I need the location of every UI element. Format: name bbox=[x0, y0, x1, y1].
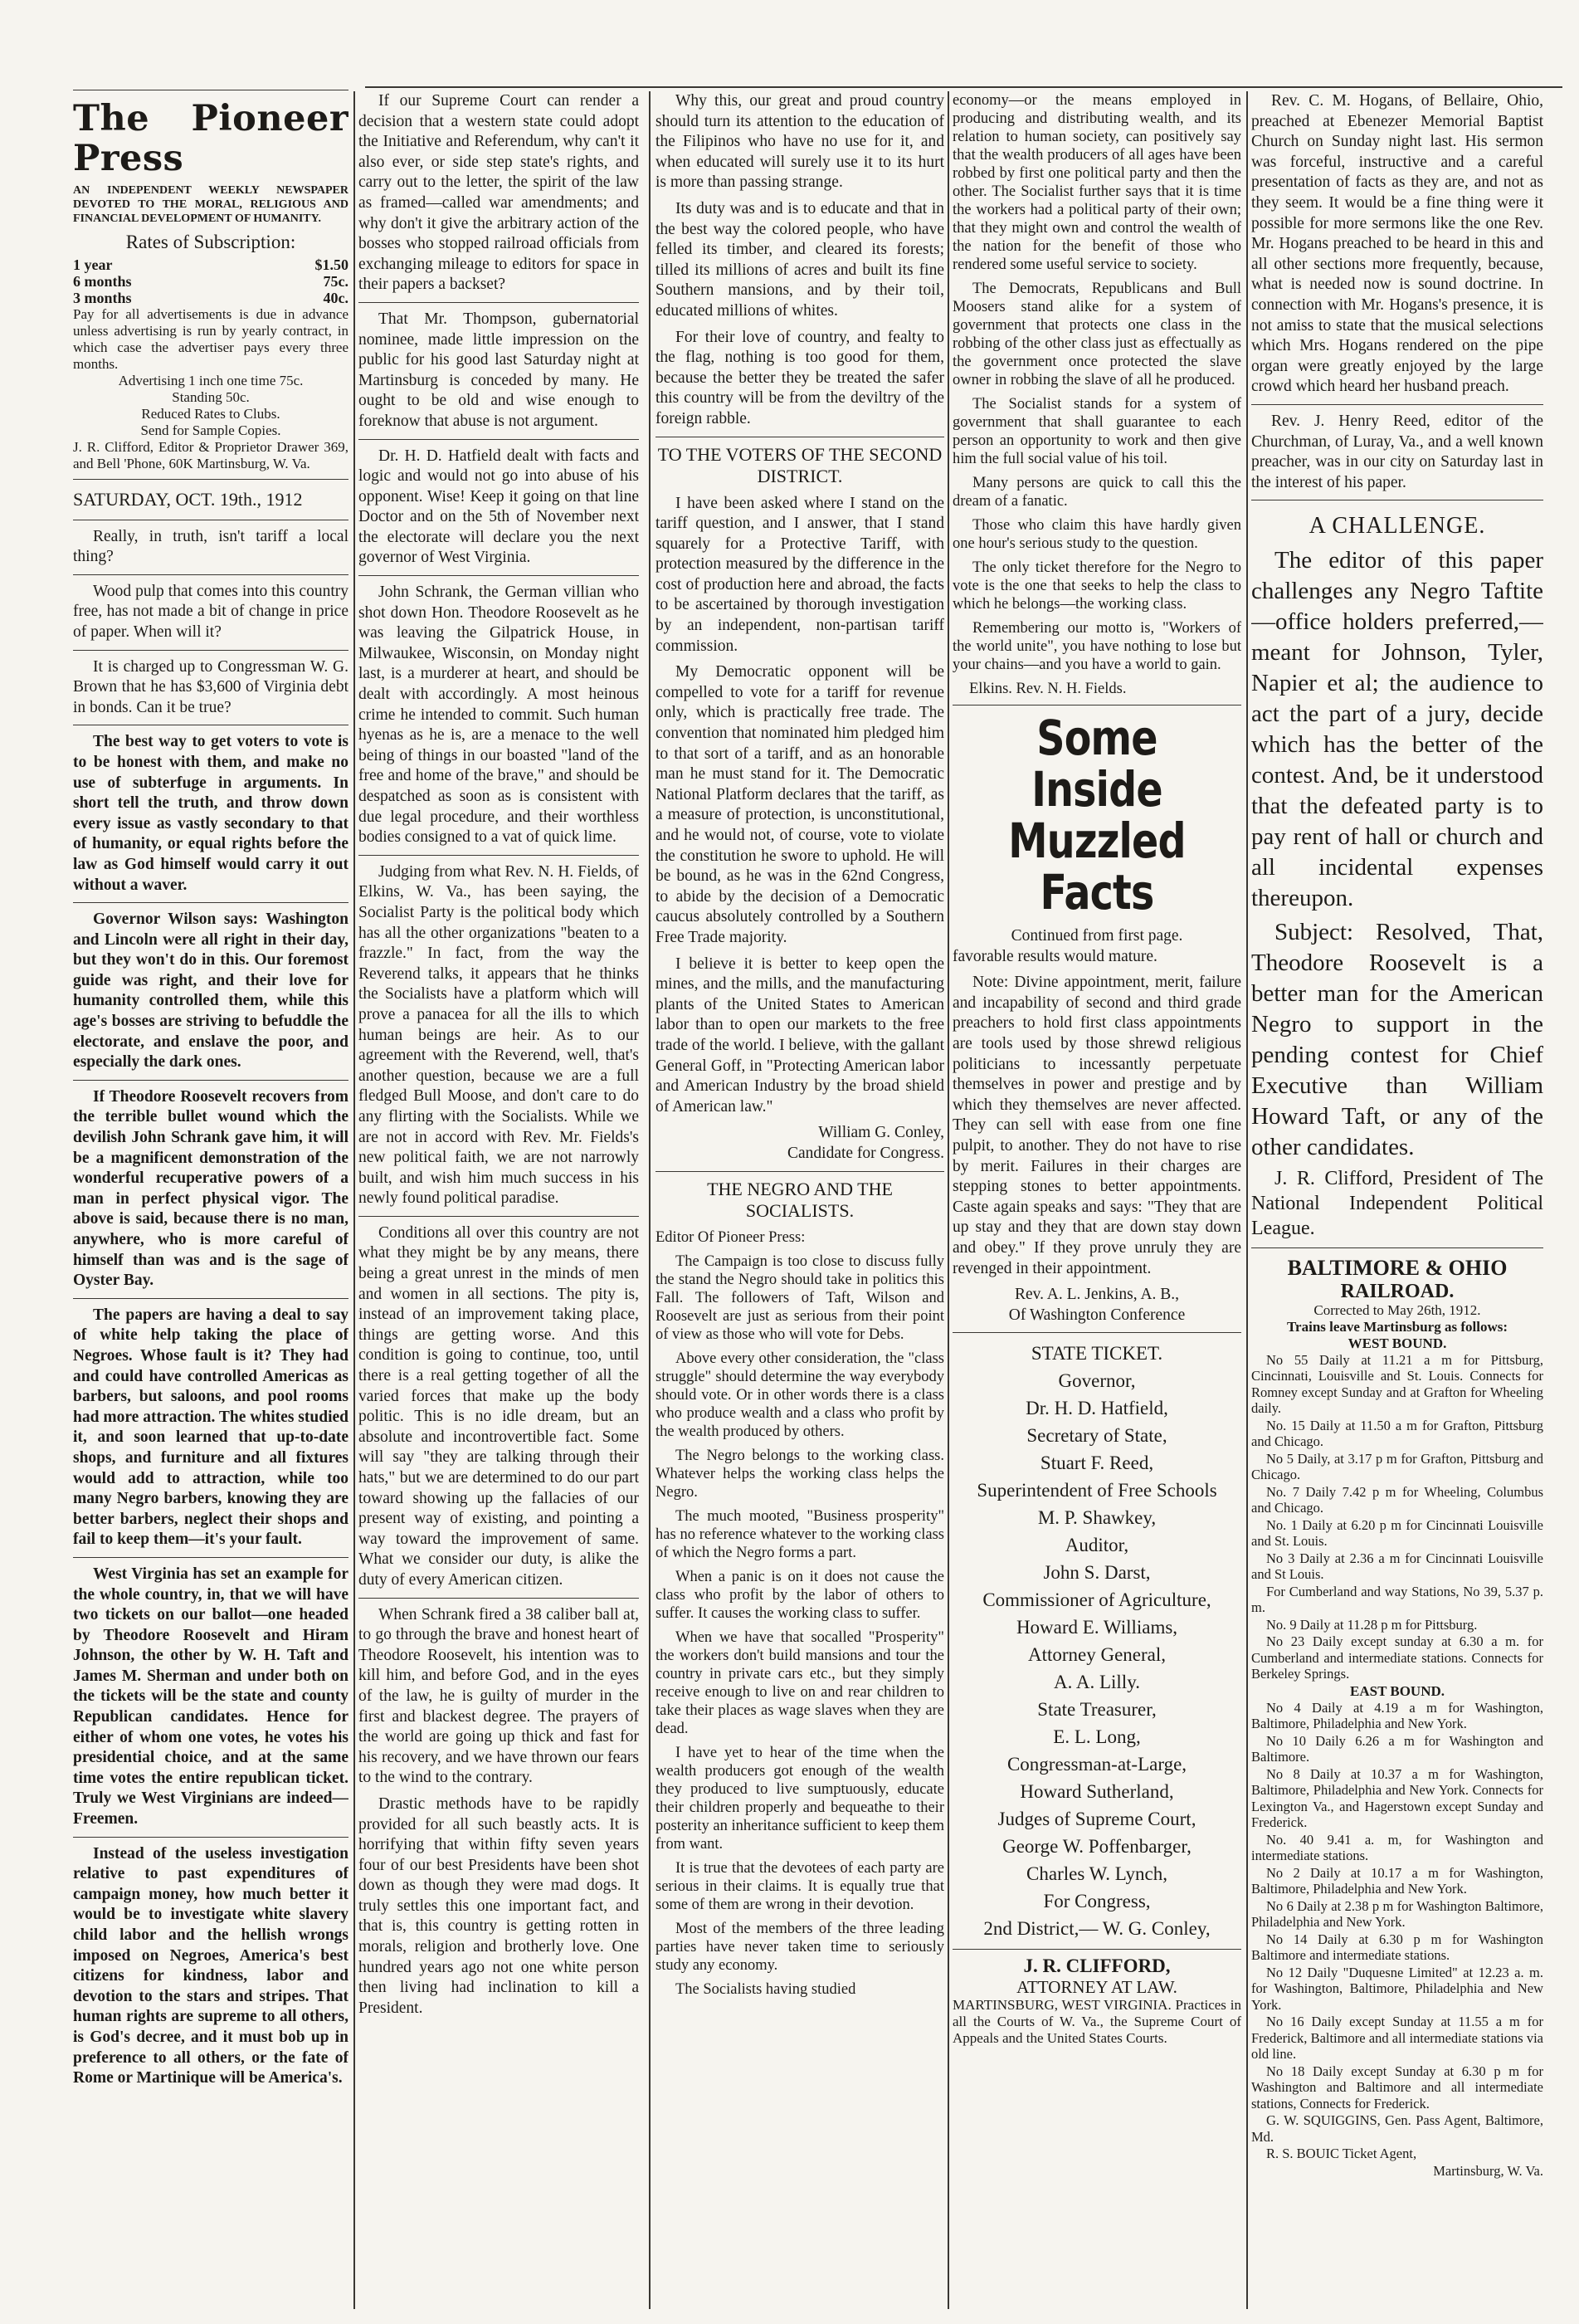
railroad-corrected: Corrected to May 26th, 1912. bbox=[1313, 1301, 1481, 1318]
rule bbox=[358, 439, 639, 440]
ticket-agent: R. S. BOUIC Ticket Agent, bbox=[1266, 2146, 1417, 2162]
headline-line: Some Inside bbox=[1031, 710, 1162, 818]
ticket-line: Governor, bbox=[1058, 1370, 1136, 1392]
train-entry: No 8 Daily at 10.37 a m for Washington, Baltimore, Philadelphia and New York. Connects for Lexington Va., and Hagerstown except Sunday and Frederick. bbox=[1251, 1765, 1543, 1831]
rule bbox=[73, 574, 348, 575]
paragraph: Instead of the useless investigation relative to past expenditures of campaign money, how much better it would be to investigate white slavery child labor and the hellish wrongs imposed on Negroes, America's best citizens for kindness, labor and devotion to the stars and stripes. That human rights are supreme to all others, is God's decree, and it must bob up in preference to all others, or the fate of Rome or Martinique will be America's. bbox=[73, 1844, 348, 2087]
ticket-line: Attorney General, bbox=[1027, 1644, 1167, 1666]
paragraph: J. R. Clifford, President of The National Independent Political League. bbox=[1251, 1168, 1543, 1240]
rule bbox=[1251, 1247, 1543, 1248]
paragraph: favorable results would mature. bbox=[953, 947, 1157, 965]
rule bbox=[73, 902, 348, 903]
column-rule bbox=[649, 91, 651, 2309]
paragraph: The papers are having a deal to say of white help taking the place of Negroes. Whose fault is it? They had and could have controlled Americas as barbers, but saloons, and pool rooms had more attraction. The whites studied it, and soon learned that up-to-date shops, and furniture and all fixtures would add to attraction, while too many Negro barbers, knowing they are better barbers, neglect their shops and fail to keep them—it's your fault. bbox=[73, 1306, 348, 1549]
column-2 bbox=[358, 91, 639, 2309]
paragraph: Governor Wilson says: Washington and Lincoln were all right in their day, but they won't do in this. Our foremost guide was right, and their love for humanity controlled them, while this age's bosses are striving to befuddle the electorate, and enslave the poor, and especially the dark ones. bbox=[73, 911, 348, 1072]
ticket-line: For Congress, bbox=[1043, 1891, 1151, 1912]
ticket-line: Howard E. Williams, bbox=[1016, 1617, 1178, 1638]
train-entry: For Cumberland and way Stations, No 39, 5.37 p. m. bbox=[1251, 1583, 1543, 1616]
rule bbox=[73, 479, 348, 480]
ticket-line: Superintendent of Free Schools bbox=[977, 1480, 1217, 1501]
paragraph: Dr. H. D. Hatfield dealt with facts and logic and would not go into abuse of his opponent. Wise! Keep it going on that line Doctor and on the 5th of November next the electorate will declare you the next governor of West Virginia. bbox=[358, 447, 639, 567]
rates-title: Rates of Subscription: bbox=[125, 232, 296, 252]
voters-headline: TO THE VOTERS OF THE SECOND DISTRICT. bbox=[657, 443, 943, 486]
column-3 bbox=[655, 91, 944, 2309]
column-5 bbox=[1251, 91, 1543, 2309]
paragraph: It is true that the devotees of each party are serious in their claims. It is equally true that some of them are wrong in their devotion. bbox=[655, 1859, 944, 1913]
rule bbox=[953, 705, 1241, 706]
paragraph: I have been asked where I stand on the tariff question, and I answer, that I stand squarely for a Protective Tariff, with protection measured by the difference in the cost of production here and abroad, the facts to be ascertained by thorough investigation by an independent, non-partisan tariff commission. bbox=[655, 494, 944, 655]
ticket-agent-location: Martinsburg, W. Va. bbox=[1433, 2162, 1543, 2179]
column-rule bbox=[1246, 91, 1248, 2309]
paragraph: Its duty was and is to educate and that in the best way the colored people, who have felled its timber, and cleared its forests; tilled its millions of acres and built its fine Southern mansions, and by their toil, educated millions of whites. bbox=[655, 199, 944, 320]
paragraph: Rev. C. M. Hogans, of Bellaire, Ohio, preached at Ebenezer Memorial Baptist Church on Sunday night last. His sermon was forceful, instructive and a careful presentation of facts as they are, and not as they seem. It would be a fine thing were it possible for more sermons like the one Rev. Mr. Hogans preached to be heard in this and all other sections more frequently, because, what is needed now is sound doctrine. In connection with Mr. Hogans's presence, it is not amiss to state that the musical selections which Mrs. Hogans rendered on the pipe organ were greatly enjoyed by the large crowd which heard her husband preach. bbox=[1251, 92, 1543, 396]
paragraph: Conditions all over this country are not what they might be by any means, there being a great unrest in the minds of men and women in all sections. The pity is, instead of an improvement taking place, things are getting worse. And this condition is going to continue, too, until there is a real getting together of all the varied forces that make up the body politic. This is no idle dream, but an absolute and incontrovertible fact. Some will say "they are talking through their hats," but we are determined to do our part toward showing up the fallacies of our present way of existing, and pointing a way toward the improvement of same. What we consider our duty, is alike the duty of every American citizen. bbox=[358, 1223, 639, 1589]
train-entry: No 14 Daily at 6.30 p m for Washington Baltimore and intermediate stations. bbox=[1251, 1931, 1543, 1964]
paragraph: John Schrank, the German villian who shot down Hon. Theodore Roosevelt as he was leaving the Gilpatrick House, in Milwaukee, Wisconsin, on Monday night last, is a murderer at heart, and should be dealt with accordingly. A most heinous crime he intended to commit. Such human hyenas as he is, are a menace to the well being of things in our boasted "land of the free and home of the brave," and should be despatched as soon as is consistent with due legal procedure, and their worthless bodies consigned to a vat of quick lime. bbox=[358, 583, 639, 847]
ticket-line: Stuart F. Reed, bbox=[1040, 1452, 1154, 1474]
paragraph: Remembering our motto is, "Workers of the world unite", you have nothing to lose but your chains—and you have a world to gain. bbox=[953, 620, 1241, 673]
state-ticket bbox=[953, 1340, 1241, 1942]
attorney-title: ATTORNEY AT LAW. bbox=[1016, 1976, 1177, 1997]
ticket-line: A. A. Lilly. bbox=[1054, 1672, 1140, 1693]
signature: Elkins. Rev. N. H. Fields. bbox=[969, 681, 1127, 697]
rule bbox=[358, 1216, 639, 1217]
train-entry: No. 7 Daily 7.42 p m for Wheeling, Columbus and Chicago. bbox=[1251, 1483, 1543, 1516]
rate-row: 6 months 75c. bbox=[73, 272, 348, 290]
train-entry: No 6 Daily at 2.38 p m for Washington Baltimore, Philadelphia and New York. bbox=[1251, 1897, 1543, 1931]
advertising-notice: Pay for all advertisements is due in advance unless advertising is run by yearly contract, in which case the advertiser pays every three months. bbox=[73, 305, 348, 372]
paragraph: When Schrank fired a 38 caliber ball at, to go through the brave and honest heart of Theodore Roosevelt, his intention was to kill him, and before God, and in the eyes of the law, he is guilty of murder in the first and blackest degree. The prayers of the world are going up thick and fast for his recovery, and we have thrown our fears to the wind to the contrary. bbox=[358, 1605, 639, 1787]
paragraph: The Socialist stands for a system of government that shall guarantee to each person an opportunity to work and then give him the full social value of his toil. bbox=[953, 396, 1241, 467]
attorney-details: MARTINSBURG, WEST VIRGINIA. Practices in all the Courts of W. Va., the Supreme Court of Appeals and the United States Courts. bbox=[953, 1997, 1241, 2047]
rule bbox=[358, 855, 639, 856]
paragraph: The Democrats, Republicans and Bull Moosers stand alike for a system of government that protects one class in the robbing of the other class just as effectually as the government once protected the slave owner in robbing the slave of all he produced. bbox=[953, 281, 1241, 388]
headline-line: Muzzled Facts bbox=[1008, 813, 1186, 920]
paragraph: It is charged up to Congressman W. G. Brown that he has $3,600 of Virginia debt in bonds. Can it be true? bbox=[73, 657, 348, 716]
paragraph: If our Supreme Court can render a decision that a western state could adopt the Initiative and Referendum, why can't it also ever, or side step state's rights, and carry out to the letter, the spirit of the law as framed—called war amendments; and why don't it give the arbitrary action of the bosses who stopped railroad officials from exchanging mileage to editors for space in their papers a backset? bbox=[358, 92, 639, 294]
rule bbox=[358, 302, 639, 303]
paragraph: The Campaign is too close to discuss fully the stand the Negro should take in politics this Fall. The followers of Taft, Wilson and Roosevelt are just as serious from their point of view as those who will vote for Debs. bbox=[655, 1252, 944, 1343]
sample-copies: Send for Sample Copies. bbox=[140, 422, 281, 438]
paragraph: For their love of country, and fealty to the flag, nothing is too good for them, because the better they be treated the safer this country will be from the deviltry of the foreign rabble. bbox=[655, 328, 944, 427]
paragraph: Drastic methods have to be rapidly provided for all such beastly acts. It is horrifying that within fifty seven years four of our best Presidents have been shot down as though they were mad dogs. It truly settles this one important fact, and that is, this country is getting rotten in morals, religion and brotherly love. One hundred years ago not one white person then living had inclination to kill a President. bbox=[358, 1794, 639, 2017]
column-rule bbox=[353, 91, 355, 2309]
rule bbox=[73, 1080, 348, 1081]
paragraph: I have yet to hear of the time when the wealth producers got enough of the wealth they produced to live sumptuously, educate their children properly and bequeathe to their posterity an inheritance sufficient to keep them from want. bbox=[655, 1744, 944, 1853]
attorney-name: J. R. CLIFFORD, bbox=[1023, 1955, 1171, 1977]
paragraph: I believe it is better to keep open the mines, and the mills, and the manufacturing plants of the United States to American labor than to open our markets to the free trade of the world. I believe, with the gallant General Goff, in "Protecting American labor and American Industry by the broad shield of American law." bbox=[655, 954, 944, 1116]
eastbound-timetable bbox=[1251, 1700, 1543, 2112]
ticket-line: George W. Poffenbarger, bbox=[1002, 1836, 1192, 1858]
train-entry: No 23 Daily except sunday at 6.30 a m. for Cumberland and intermediate stations. Connects for Berkeley Springs. bbox=[1251, 1633, 1543, 1682]
paragraph: That Mr. Thompson, gubernatorial nominee, made little impression on the public for his good last Saturday night at Martinsburg is conceded by many. He ought to be old and wise enough to foreknow that abuse is not argument. bbox=[358, 310, 639, 430]
signature-title: Candidate for Congress. bbox=[787, 1144, 944, 1162]
ticket-line: John S. Darst, bbox=[1043, 1562, 1151, 1584]
train-entry: No 3 Daily at 2.36 a m for Cincinnati Louisville and St Louis. bbox=[1251, 1550, 1543, 1583]
train-entry: No 55 Daily at 11.21 a m for Pittsburg, Cincinnati, Louisville and St. Louis. Connects for Romney except Sunday and at Grafton for Wheeling daily. bbox=[1251, 1351, 1543, 1417]
paragraph: West Virginia has set an example for the whole country, in, that we will have two tickets on our ballot—one headed by Theodore Roosevelt and Hiram Johnson, the other by W. H. Taft and James M. Sherman and under both on the tickets will be the state and county Republican candidates. Hence for either of whom one votes, he votes his presidential choice, and at the same time votes the entire republican ticket. Truly we West Virginians are indeed—Freemen. bbox=[73, 1565, 348, 1828]
train-entry: No. 40 9.41 a. m, for Washington and intermediate stations. bbox=[1251, 1831, 1543, 1864]
rule bbox=[73, 1557, 348, 1558]
top-rule bbox=[365, 86, 1562, 88]
eastbound-heading: EAST BOUND. bbox=[1350, 1682, 1445, 1699]
rule bbox=[953, 1332, 1241, 1333]
issue-date: SATURDAY, OCT. 19th., 1912 bbox=[73, 488, 303, 510]
paragraph: Above every other consideration, the "class struggle" should determine the way everybody should vote. Or in other words there is a class who produce wealth and a class who profit by the wealth produced by others. bbox=[655, 1350, 944, 1440]
ticket-line: M. P. Shawkey, bbox=[1037, 1507, 1157, 1529]
masthead-title: The Pioneer Press bbox=[73, 98, 348, 179]
signature-title: Of Washington Conference bbox=[1008, 1306, 1186, 1324]
paragraph: economy—or the means employed in producing and distributing wealth, and its relation to human society, can positively say that the wealth producers of all ages have been robbed by first one political party and then the other. The Socialist further says that it is time the workers had a political party of their own; that they might own and control the wealth of the nation for the benefit of those who rendered some useful service to society. bbox=[953, 92, 1241, 273]
continued-note: Continued from first page. bbox=[1011, 927, 1183, 945]
ticket-line: Secretary of State, bbox=[1026, 1425, 1167, 1447]
rule bbox=[953, 1949, 1241, 1950]
train-entry: No. 9 Daily at 11.28 p m for Pittsburg. bbox=[1266, 1616, 1478, 1633]
paragraph: Rev. J. Henry Reed, editor of the Churchman, of Luray, Va., and a well known preacher, was in our city on Saturday last in the interest of his paper. bbox=[1251, 412, 1543, 491]
ticket-line: E. L. Long, bbox=[1053, 1726, 1141, 1748]
rule bbox=[73, 1837, 348, 1838]
ticket-line: Charles W. Lynch, bbox=[1026, 1863, 1167, 1885]
paragraph: The Negro belongs to the working class. Whatever helps the working class helps the Negro. bbox=[655, 1447, 944, 1501]
column-4 bbox=[953, 91, 1241, 2309]
passenger-agent: G. W. SQUIGGINS, Gen. Pass Agent, Baltimore, Md. bbox=[1251, 2112, 1543, 2145]
paragraph: When we have that socalled "Prosperity" the workers don't build mansions and tour the country in private cars etc., but they simply receive enough to live on and rear children to take their places as wage slaves when they are dead. bbox=[655, 1628, 944, 1737]
westbound-heading: WEST BOUND. bbox=[1348, 1335, 1447, 1351]
ticket-line: Judges of Supreme Court, bbox=[997, 1809, 1196, 1830]
paragraph: The best way to get voters to vote is to be honest with them, and make no use of subterfuge in arguments. In short tell the truth, and throw down every issue as vastly secondary to that of humanity, or equal rights before the law as God himself would carry it out without a waver. bbox=[73, 733, 348, 894]
paragraph: Editor Of Pioneer Press: bbox=[655, 1228, 806, 1246]
ticket-line: Commissioner of Agriculture, bbox=[982, 1589, 1211, 1611]
train-entry: No 18 Daily except Sunday at 6.30 p m for Washington and Baltimore and all intermediate stations, Connects for Frederick. bbox=[1251, 2063, 1543, 2112]
letter-body bbox=[655, 1228, 944, 1999]
signature: William G. Conley, bbox=[818, 1124, 944, 1142]
paragraph: Those who claim this have hardly given one hour's serious study to the question. bbox=[953, 517, 1241, 552]
train-entry: No 2 Daily at 10.17 a m for Washington, Baltimore, Philadelphia and New York. bbox=[1251, 1864, 1543, 1897]
paragraph: When a panic is on it does not cause the class who profit by the labor of others to suffer. It causes the working class to suffer. bbox=[655, 1568, 944, 1622]
rule bbox=[655, 1171, 944, 1172]
column-rule bbox=[948, 91, 949, 2309]
ticket-line: Dr. H. D. Hatfield, bbox=[1026, 1398, 1168, 1419]
editor-info: J. R. Clifford, Editor & Proprietor Drawer 369, and Bell 'Phone, 60K Martinsburg, W. Va. bbox=[73, 438, 348, 471]
paragraph: Note: Divine appointment, merit, failure and incapability of second and third grade preachers to hold first class appointments are tools used by those shrewd religious politicians to incessantly perpetuate themselves in power and prestige and by which they themselves are never affected. They can sell with ease from one fine pulpit, to another. They do not have to rise by merit. Failures in their charges are stepping stones to better appointments. Caste again speaks and says: "They that are up stay and they that are down stay down and obey." If they prove unruly they are revenged in their appointment. bbox=[953, 974, 1241, 1277]
rule bbox=[358, 1598, 639, 1599]
train-entry: No 5 Daily, at 3.17 p m for Grafton, Pittsburg and Chicago. bbox=[1251, 1450, 1543, 1483]
railroad-leave: Trains leave Martinsburg as follows: bbox=[1286, 1318, 1508, 1335]
signature: Rev. A. L. Jenkins, A. B., bbox=[1014, 1286, 1180, 1304]
rule bbox=[358, 575, 639, 576]
agent-info bbox=[1251, 2112, 1543, 2179]
train-entry: No 16 Daily except Sunday at 11.55 a m for Frederick, Baltimore and all intermediate stations via old line. bbox=[1251, 2014, 1543, 2063]
paragraph: Many persons are quick to call this the dream of a fanatic. bbox=[953, 475, 1241, 510]
paragraph: Wood pulp that comes into this country free, has not made a bit of change in price of paper. When will it? bbox=[73, 582, 348, 641]
ticket-line: Howard Sutherland, bbox=[1020, 1781, 1174, 1803]
paragraph: My Democratic opponent will be compelled to vote for a tariff for revenue only, which is practically free trade. The convention that nominated him pledged him to that sort of a tariff, and as an honorable man he must stand for it. The Democratic National Platform declares that the tariff, as a measure of protection, is unconstitutional, and he would not, of course, vote to violate the constitution he swore to uphold. He will be bound, as he was in the 62nd Congress, to abide by the decision of a Democratic caucus absolutely controlled by a Southern Free Trade majority. bbox=[655, 663, 944, 946]
ticket-heading: STATE TICKET. bbox=[1031, 1343, 1163, 1365]
train-entry: No. 15 Daily at 11.50 a m for Grafton, Pittsburg and Chicago. bbox=[1251, 1417, 1543, 1450]
ticket-line: Auditor, bbox=[1065, 1535, 1129, 1556]
reduced-rates: Reduced Rates to Clubs. bbox=[141, 405, 280, 422]
train-entry: No 10 Daily 6.26 a m for Washington and Baltimore. bbox=[1251, 1732, 1543, 1765]
rate-row: 1 year $1.50 bbox=[73, 256, 348, 273]
muzzled-facts-headline bbox=[953, 712, 1241, 918]
letter-continued bbox=[953, 91, 1241, 698]
rule bbox=[1251, 404, 1543, 405]
paragraph: Really, in truth, isn't tariff a local thing? bbox=[73, 527, 348, 566]
column-1 bbox=[73, 33, 348, 2309]
paragraph: The much mooted, "Business prosperity" has no reference whatever to the working class of which the Negro forms a part. bbox=[655, 1507, 944, 1561]
paragraph: If Theodore Roosevelt recovers from the terrible bullet wound which the devilish John Schrank gave him, it will be a magnificent demonstration of the wonderful recuperative powers of a man in perfect physical vigor. The above is said, because there is no man, anywhere, who is more careful of himself than was and is the sage of Oyster Bay. bbox=[73, 1087, 348, 1290]
railroad-subtitle: RAILROAD. bbox=[1340, 1281, 1455, 1303]
ticket-line: Congressman-at-Large, bbox=[1006, 1754, 1187, 1775]
ticket-line: 2nd District,— W. G. Conley, bbox=[983, 1918, 1211, 1940]
train-entry: No. 1 Daily at 6.20 p m for Cincinnati Louisville and St. Louis. bbox=[1251, 1516, 1543, 1550]
rule bbox=[73, 1298, 348, 1299]
advertising-rate: Advertising 1 inch one time 75c. bbox=[118, 372, 304, 388]
paragraph: Most of the members of the three leading parties have never taken time to seriously study any economy. bbox=[655, 1920, 944, 1974]
paragraph: The only ticket therefore for the Negro to vote is the one that seeks to help the class to which he belongs—the working class. bbox=[953, 559, 1241, 613]
ticket-line: State Treasurer, bbox=[1037, 1699, 1157, 1721]
challenge-headline: A CHALLENGE. bbox=[1309, 513, 1486, 540]
paragraph: The Socialists having studied bbox=[675, 1980, 856, 1998]
paragraph: Why this, our great and proud country should turn its attention to the education of the Filipinos who have no use for it, and when educated will surely use it to its hurt is more than passing strange. bbox=[655, 92, 944, 192]
paragraph: Judging from what Rev. N. H. Fields, of Elkins, W. Va., has been saying, the Socialist Party is the political body which has all the other organizations "beaten to a frazzle." In fact, from the way the Reverend talks, it appears that he thinks the Socialists have a platform which will prove a panacea for all the ills to which human beings are heir. As to our agreement with the Reverend, well, that's another question, because we are a full fledged Bull Moose, and don't care to do any flirting with the Socialists. While we are not in accord with Rev. Mr. Fields's new political faith, we are not narrowly built, and wish him much success in his newly found political paradise. bbox=[358, 862, 639, 1208]
westbound-timetable bbox=[1251, 1352, 1543, 1682]
paragraph: The editor of this paper challenges any Negro Taftite—office holders preferred,—meant for Johnson, Tyler, Napier et al; the audience to act the part of a jury, decide which has the better of the contest. And, be it understood that the defeated party is to pay rent of hall or church and all incidental expenses thereupon. bbox=[1251, 547, 1543, 912]
rule bbox=[73, 650, 348, 651]
masthead-tagline: AN INDEPENDENT WEEKLY NEWSPAPER DEVOTED TO THE MORAL, RELIGIOUS AND FINANCIAL DEVELOPMENT OF HUMANITY. bbox=[73, 184, 348, 225]
challenge-body bbox=[1251, 545, 1543, 1241]
rate-row: 3 months 40c. bbox=[73, 289, 348, 306]
standing-rate: Standing 50c. bbox=[172, 388, 250, 405]
paragraph: Subject: Resolved, That, Theodore Roosevelt is a better man for the American Negro to support in the pending contest for Chief Executive than William Howard Taft, or any of the other candidates. bbox=[1251, 919, 1543, 1161]
train-entry: No 12 Daily "Duquesne Limited" at 12.23 a. m. for Washington, Baltimore, Philadelphia and New York. bbox=[1251, 1964, 1543, 2013]
negro-socialists-headline: THE NEGRO AND THE SOCIALISTS. bbox=[707, 1178, 893, 1221]
railroad-logo-text: BALTIMORE & OHIO bbox=[1287, 1256, 1508, 1281]
train-entry: No 4 Daily at 4.19 a m for Washington, Baltimore, Philadelphia and New York. bbox=[1251, 1699, 1543, 1732]
